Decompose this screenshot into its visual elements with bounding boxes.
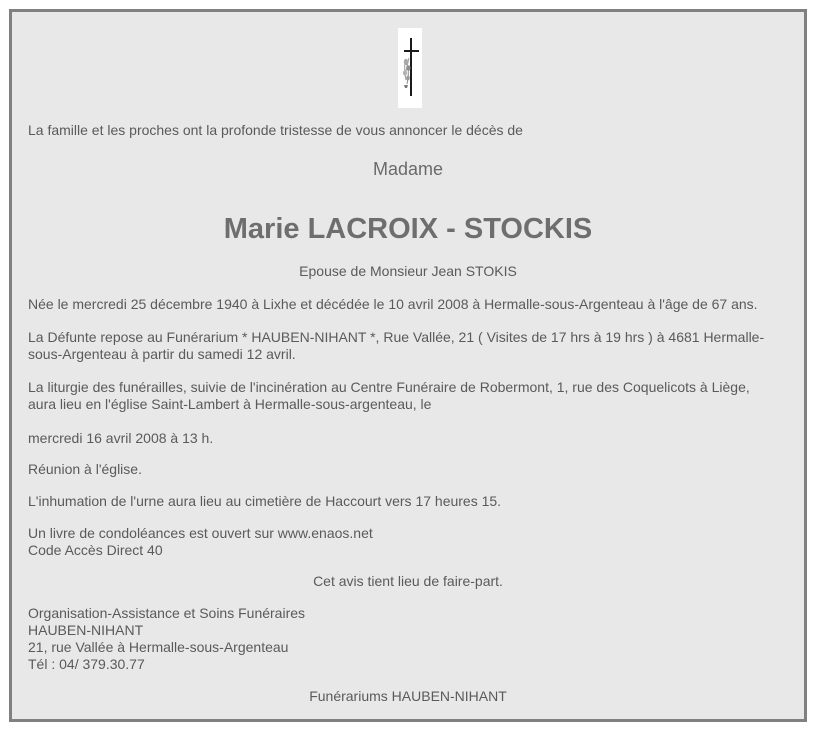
rest-place-line-2: sous-Argenteau à partir du samedi 12 avril. [28, 346, 296, 362]
meeting-text: Réunion à l'église. [28, 461, 142, 477]
deceased-name: Marie LACROIX - STOCKIS [223, 213, 593, 245]
organization-phone: Tél : 04/ 379.30.77 [28, 656, 145, 672]
intro-text: La famille et les proches ont la profonde tristesse de vous annoncer le décès de [28, 122, 523, 138]
burial-text: L'inhumation de l'urne aura lieu au cimetière de Haccourt vers 17 heures 15. [28, 493, 502, 509]
liturgy-line-1: La liturgie des funérailles, suivie de l'incinération au Centre Funéraire de Robermont, 1, rue des Coquelicots à Liège, [28, 379, 750, 395]
condolence-text: Un livre de condoléances est ouvert sur www.enaos.net [28, 525, 373, 541]
cross-with-flower-icon [398, 28, 422, 108]
faire-part-text: Cet avis tient lieu de faire-part. [313, 573, 503, 589]
funeral-date: mercredi 16 avril 2008 à 13 h. [28, 430, 214, 446]
rest-place-line-1: La Défunte repose au Funérarium * HAUBEN-NIHANT *, Rue Vallée, 21 ( Visites de 17 hrs à 19 hrs ) à 4681 Hermalle- [28, 329, 765, 345]
obituary-notice [9, 9, 807, 722]
liturgy-line-2: aura lieu en l'église Saint-Lambert à Hermalle-sous-argenteau, le [28, 396, 432, 412]
organization-address: 21, rue Vallée à Hermalle-sous-Argenteau [28, 639, 289, 655]
cross-with-flower-graphic [398, 28, 422, 108]
birth-death-text: Née le mercredi 25 décembre 1940 à Lixhe et décédée le 10 avril 2008 à Hermalle-sous-Argenteau à l'âge de 67 ans. [28, 296, 758, 312]
footer-text: Funérariums HAUBEN-NIHANT [309, 688, 507, 704]
organization-company: HAUBEN-NIHANT [28, 622, 144, 638]
honorific-title: Madame [372, 159, 444, 179]
access-code-text: Code Accès Direct 40 [28, 542, 163, 558]
spouse-text: Epouse de Monsieur Jean STOKIS [299, 263, 517, 279]
organization-name: Organisation-Assistance et Soins Funéraires [28, 605, 306, 621]
